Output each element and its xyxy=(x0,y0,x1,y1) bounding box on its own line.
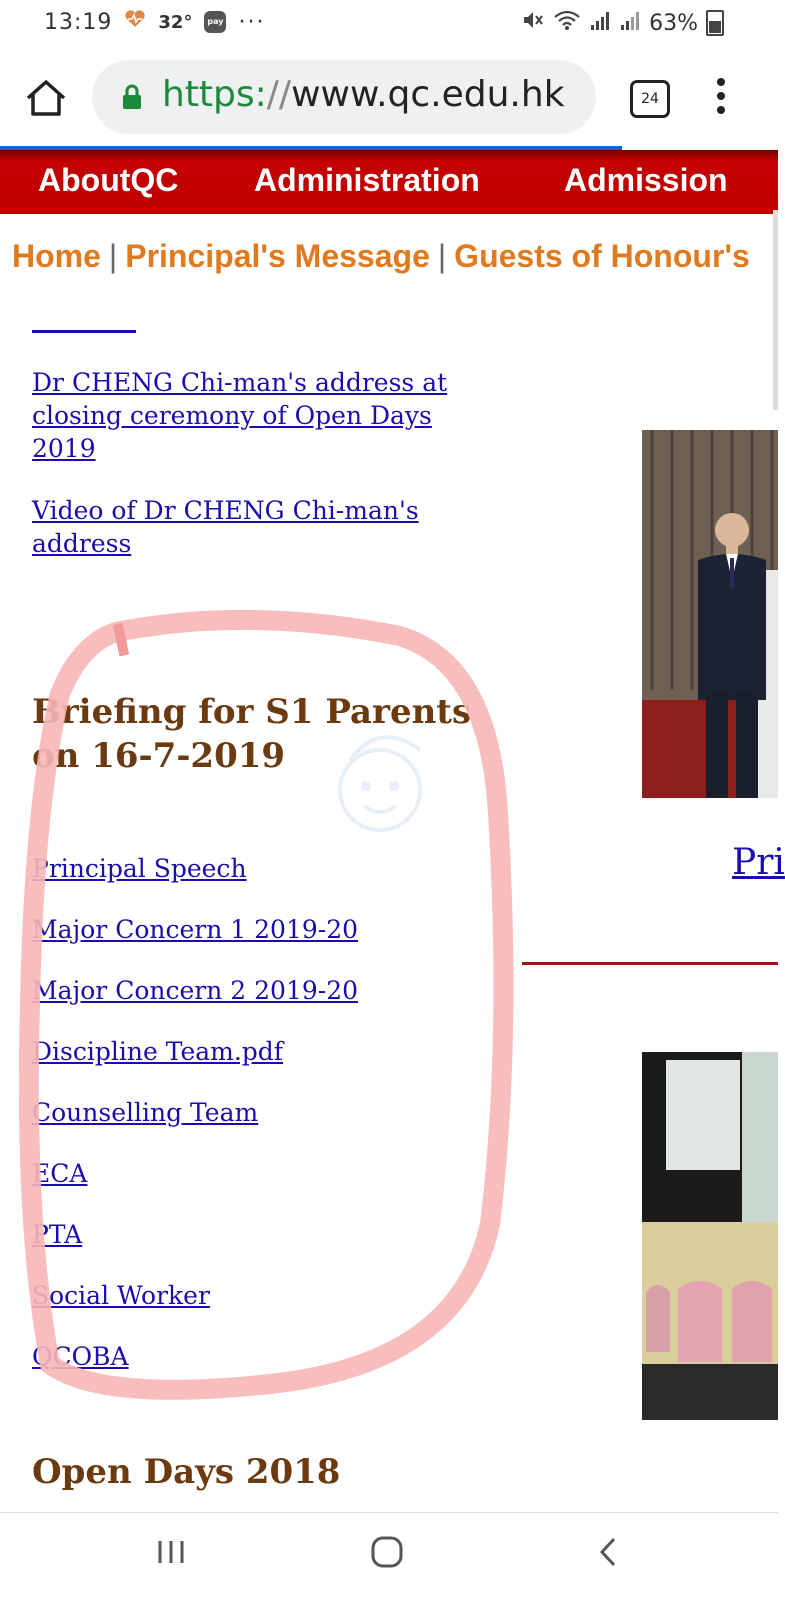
more-vert-icon[interactable] xyxy=(716,76,726,116)
site-top-nav xyxy=(0,150,778,214)
more-notifications-icon: ··· xyxy=(238,9,266,35)
android-nav-bar xyxy=(0,1512,778,1601)
open-days-heading: Open Days 2018 xyxy=(32,1452,341,1492)
link-discipline-team[interactable]: Discipline Team.pdf xyxy=(32,1037,284,1066)
breadcrumb-separator: | xyxy=(108,238,118,274)
home-circle-icon[interactable] xyxy=(370,1535,404,1573)
nav-item-admission[interactable]: Admission xyxy=(564,162,728,198)
address-link-block xyxy=(32,366,472,465)
watermark-logo xyxy=(320,720,450,880)
scrollbar[interactable] xyxy=(773,210,778,410)
address-link[interactable]: Dr CHENG Chi-man's address at closing ceremony of Open Days 2019 xyxy=(32,368,448,463)
briefing-link-list xyxy=(32,852,472,1401)
address-bar[interactable] xyxy=(92,60,596,134)
video-link[interactable]: Video of Dr CHENG Chi-man's address xyxy=(32,496,419,558)
lock-icon xyxy=(122,84,142,110)
breadcrumb xyxy=(12,238,750,275)
status-bar xyxy=(0,0,778,48)
link-counselling-team[interactable]: Counselling Team xyxy=(32,1098,259,1127)
breadcrumb-separator: | xyxy=(437,238,447,274)
health-heart-icon xyxy=(124,9,146,35)
nav-item-aboutqc[interactable]: AboutQC xyxy=(38,162,179,198)
signal-2-icon xyxy=(619,9,641,37)
link-major-concern-2[interactable]: Major Concern 2 2019-20 xyxy=(32,976,359,1005)
nav-item-administration[interactable]: Administration xyxy=(254,162,480,198)
wifi-icon xyxy=(553,9,581,37)
link-eca[interactable]: ECA xyxy=(32,1159,88,1188)
link-major-concern-1[interactable]: Major Concern 1 2019-20 xyxy=(32,915,359,944)
mute-icon xyxy=(521,9,545,37)
link-social-worker[interactable]: Social Worker xyxy=(32,1281,210,1310)
link-qcoba[interactable]: QCOBA xyxy=(32,1342,129,1371)
breadcrumb-principals-message[interactable]: Principal's Message xyxy=(125,238,430,274)
breadcrumb-guests-of-honour[interactable]: Guests of Honour's xyxy=(454,238,750,274)
pay-icon: pay xyxy=(204,11,226,33)
side-link-truncated[interactable]: Pri xyxy=(732,842,785,883)
hall-photo[interactable] xyxy=(642,1052,778,1420)
breadcrumb-home[interactable]: Home xyxy=(12,238,101,274)
clock: 13:19 xyxy=(44,9,113,35)
url-text[interactable]: https://www.qc.edu.hk xyxy=(162,74,565,115)
briefing-heading: Briefing for S1 Parents on 16-7-2019 xyxy=(32,692,472,776)
temperature: 32° xyxy=(158,11,193,33)
battery-icon xyxy=(706,10,724,36)
signal-1-icon xyxy=(589,9,611,37)
recents-icon[interactable] xyxy=(154,1535,188,1573)
home-icon[interactable] xyxy=(24,78,68,118)
ceremony-photo[interactable] xyxy=(642,430,778,798)
link-principal-speech[interactable]: Principal Speech xyxy=(32,854,247,883)
tab-switcher-button[interactable]: 24 xyxy=(630,80,670,118)
browser-toolbar xyxy=(0,48,778,146)
back-icon[interactable] xyxy=(592,1535,626,1573)
divider xyxy=(32,330,136,333)
link-pta[interactable]: PTA xyxy=(32,1220,83,1249)
battery-percent: 63% xyxy=(649,10,698,36)
video-link-block xyxy=(32,494,472,560)
section-divider xyxy=(522,962,778,965)
